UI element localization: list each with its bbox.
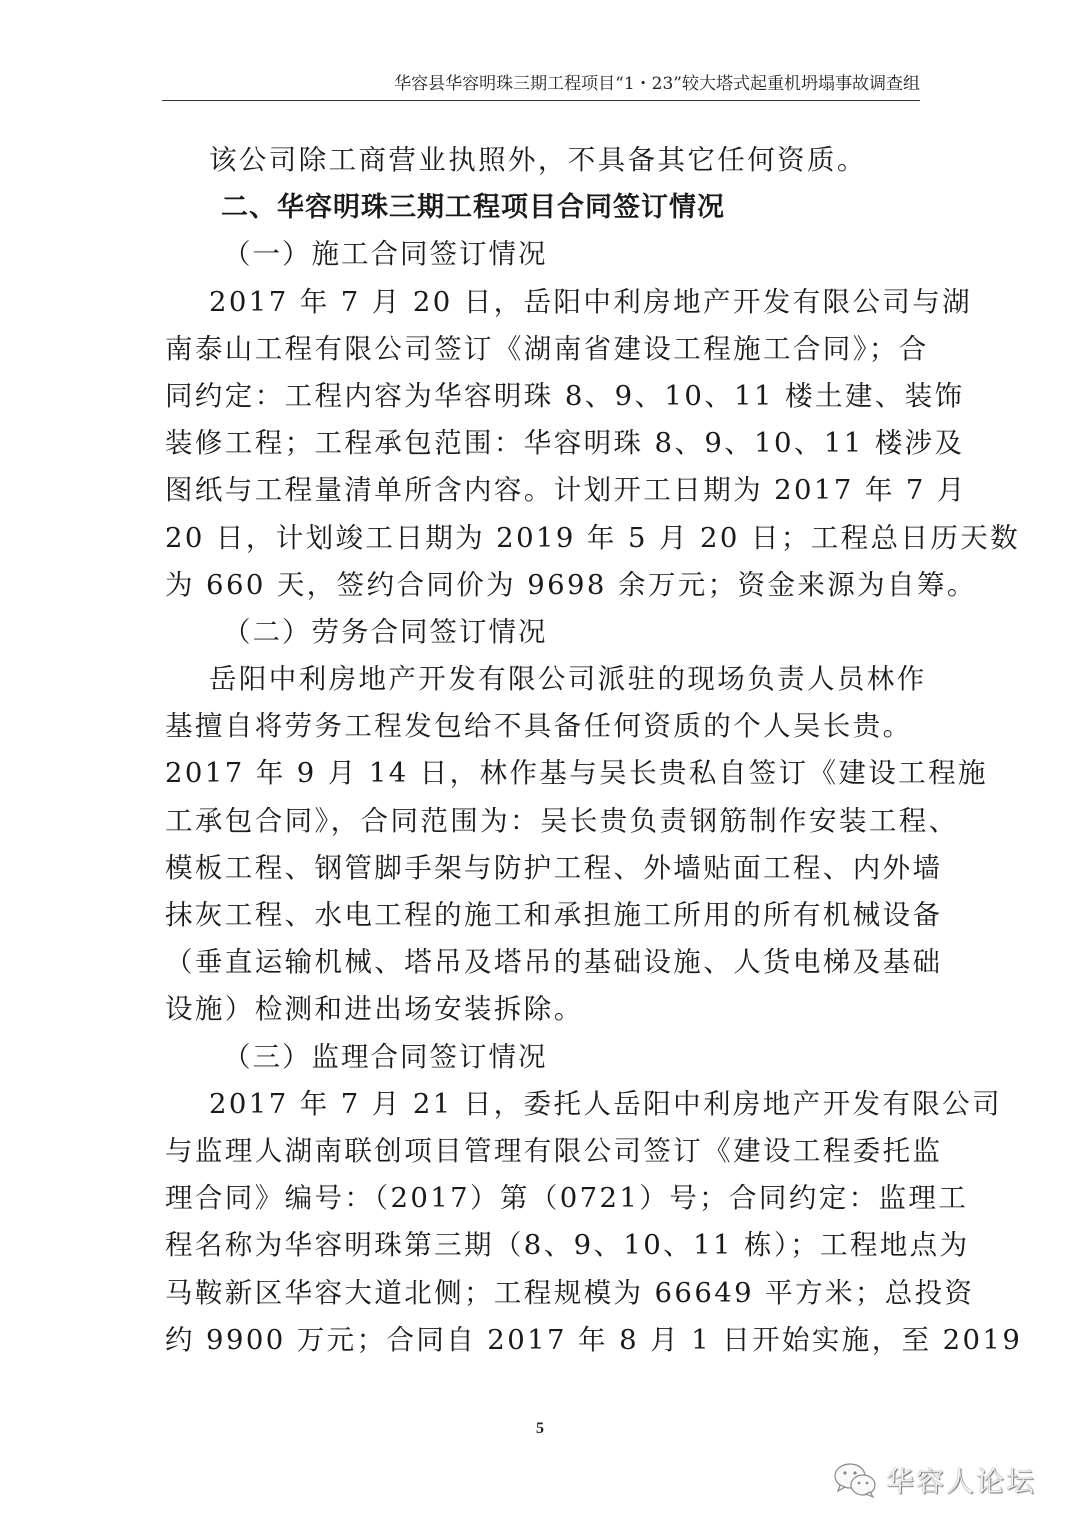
paragraph-line: 2017 年 7 月 20 日，岳阳中利房地产开发有限公司与湖: [209, 285, 973, 318]
paragraph-line: 约 9900 万元；合同自 2017 年 8 月 1 日开始实施，至 2019: [165, 1323, 1023, 1356]
paragraph-line: 岳阳中利房地产开发有限公司派驻的现场负责人员林作: [209, 663, 927, 696]
paragraph-line: （垂直运输机械、塔吊及塔吊的基础设施、人货电梯及基础: [165, 946, 943, 979]
paragraph-line: 程名称为华容明珠第三期（8、9、10、11 栋）；工程地点为: [165, 1229, 970, 1262]
section-heading: 二、华容明珠三期工程项目合同签订情况: [221, 192, 725, 224]
paragraph-line: 工承包合同》，合同范围为：吴长贵负责钢筋制作安装工程、: [165, 804, 959, 837]
page-number: 5: [536, 1420, 544, 1437]
paragraph-line: 2017 年 7 月 21 日，委托人岳阳中利房地产开发有限公司: [209, 1087, 1002, 1120]
paragraph-line: 20 日，计划竣工日期为 2019 年 5 月 20 日；工程总日历天数: [165, 521, 1021, 554]
subsection-heading: （三）监理合同签订情况: [223, 1040, 548, 1073]
paragraph-line: 与监理人湖南联创项目管理有限公司签订《建设工程委托监: [165, 1134, 943, 1167]
paragraph-line: 该公司除工商营业执照外，不具备其它任何资质。: [209, 144, 867, 176]
paragraph-line: 为 660 天，签约合同价为 9698 余万元；资金来源为自筹。: [165, 568, 977, 601]
document-header: [162, 74, 920, 101]
subsection-heading: （一）施工合同签订情况: [223, 238, 548, 271]
paragraph-line: 同约定：工程内容为华容明珠 8、9、10、11 楼土建、装饰: [165, 379, 965, 412]
header-title: 华容县华容明珠三期工程项目“1・23”较大塔式起重机坍塌事故调查组: [394, 74, 920, 94]
paragraph-line: 理合同》编号：（2017）第（0721）号；合同约定：监理工: [165, 1182, 969, 1215]
paragraph-line: 装修工程；工程承包范围：华容明珠 8、9、10、11 楼涉及: [165, 427, 965, 460]
paragraph-line: 设施）检测和进出场安装拆除。: [165, 993, 584, 1026]
paragraph-line: 马鞍新区华容大道北侧；工程规模为 66649 平方米；总投资: [165, 1276, 975, 1309]
paragraph-line: 抹灰工程、水电工程的施工和承担施工所用的所有机械设备: [165, 899, 943, 931]
paragraph-line: 图纸与工程量清单所含内容。计划开工日期为 2017 年 7 月: [165, 474, 967, 507]
wechat-icon: [832, 1461, 880, 1499]
watermark: [832, 1460, 1036, 1500]
paragraph-line: 南泰山工程有限公司签订《湖南省建设工程施工合同》；合: [165, 332, 929, 365]
paragraph-line: 模板工程、钢管脚手架与防护工程、外墙贴面工程、内外墙: [165, 851, 943, 884]
paragraph-line: 2017 年 9 月 14 日，林作基与吴长贵私自签订《建设工程施: [165, 757, 988, 790]
document-body: [165, 137, 1023, 1364]
watermark-text: 华容人论坛: [886, 1465, 1037, 1498]
paragraph-line: 基擅自将劳务工程发包给不具备任何资质的个人吴长贵。: [165, 710, 913, 743]
subsection-heading: （二）劳务合同签订情况: [223, 615, 548, 648]
